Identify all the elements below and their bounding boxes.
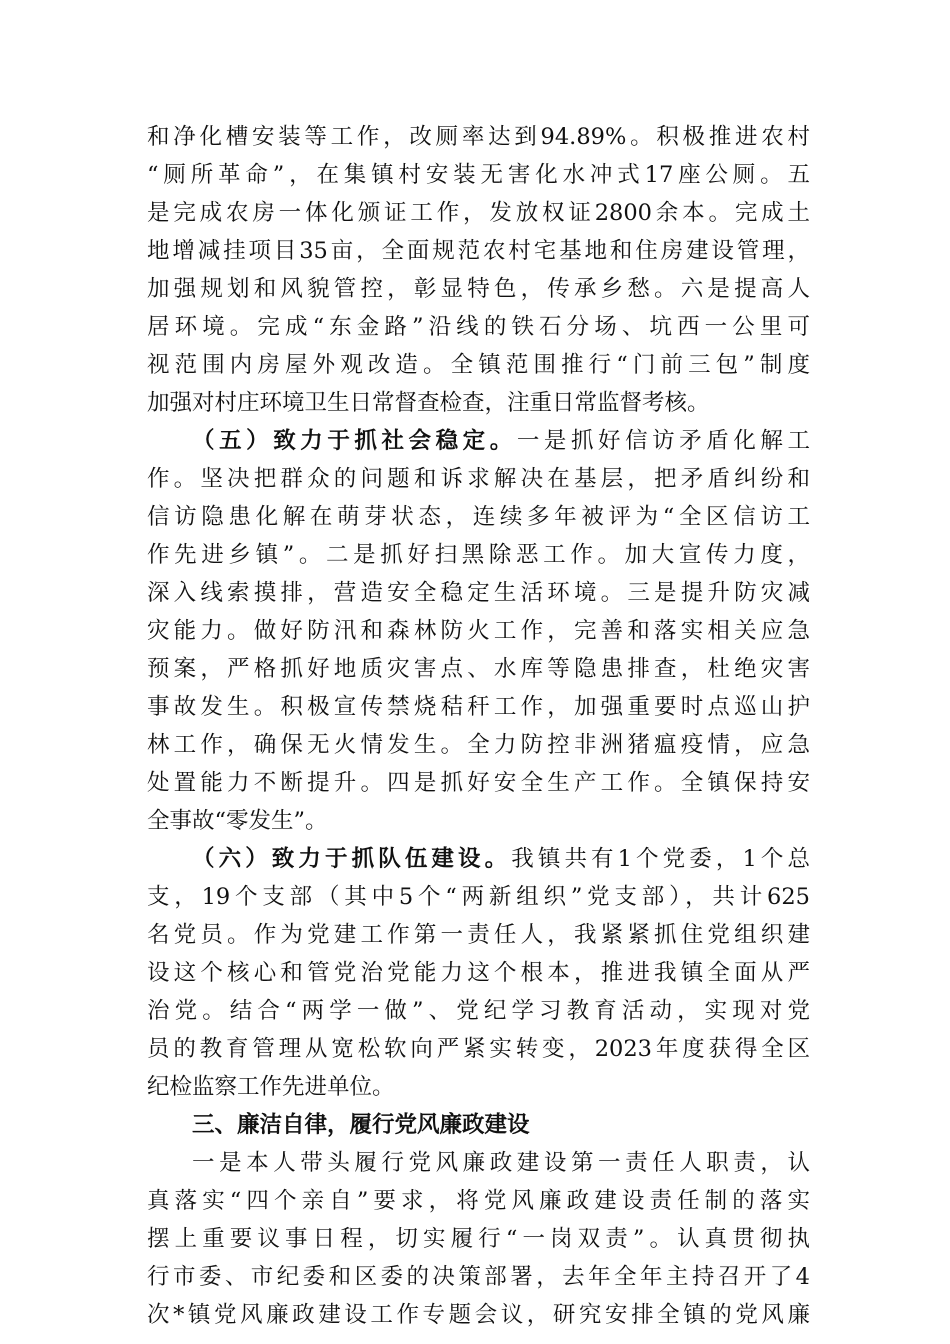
paragraph-line: “厕所革命”，在集镇村安装无害化水冲式17座公厕。五 xyxy=(147,162,810,188)
paragraph-line: 真落实“四个亲自”要求，将党风廉政建设责任制的落实 xyxy=(147,1188,810,1214)
paragraph-line: 支，19个支部（其中5个“两新组织”党支部），共计625 xyxy=(147,884,810,910)
paragraph-line: 设这个核心和管党治党能力这个根本，推进我镇全面从严 xyxy=(147,960,810,986)
paragraph-line: 预案，严格抓好地质灾害点、水库等隐患排查，杜绝灾害 xyxy=(147,656,810,682)
paragraph-line: 信访隐患化解在萌芽状态，连续多年被评为“全区信访工 xyxy=(147,504,810,530)
paragraph-line: 作。坚决把群众的问题和诉求解决在基层，把矛盾纠纷和 xyxy=(147,466,810,492)
paragraph-text: 一是抓好信访矛盾化解工 xyxy=(516,428,810,454)
paragraph-first-line: 一是本人带头履行党风廉政建设第一责任人职责，认 xyxy=(192,1150,810,1176)
paragraph-line: 纪检监察工作先进单位。 xyxy=(147,1074,395,1100)
paragraph-line: 处置能力不断提升。四是抓好安全生产工作。全镇保持安 xyxy=(147,770,810,796)
paragraph-line: 次*镇党风廉政建设工作专题会议，研究安排全镇的党风廉 xyxy=(147,1302,810,1328)
paragraph-line: 名党员。作为党建工作第一责任人，我紧紧抓住党组织建 xyxy=(147,922,810,948)
paragraph-text: 我镇共有1个党委，1个总 xyxy=(511,846,810,872)
paragraph-line: 林工作，确保无火情发生。全力防控非洲猪瘟疫情，应急 xyxy=(147,732,810,758)
paragraph-line: 加强规划和风貌管控，彰显特色，传承乡愁。六是提高人 xyxy=(147,276,810,302)
document-page xyxy=(147,118,810,1334)
subsection-heading: （六）致力于抓队伍建设。 xyxy=(192,846,512,872)
paragraph-line: 治党。结合“两学一做”、党纪学习教育活动，实现对党 xyxy=(147,998,810,1024)
paragraph-line: 行市委、市纪委和区委的决策部署，去年全年主持召开了4 xyxy=(147,1264,810,1290)
paragraph-line: 居环境。完成“东金路”沿线的铁石分场、坑西一公里可 xyxy=(147,314,810,340)
paragraph-line: 摆上重要议事日程，切实履行“一岗双责”。认真贯彻执 xyxy=(147,1226,810,1252)
paragraph-line: 和净化槽安装等工作，改厕率达到94.89%。积极推进农村 xyxy=(147,124,810,150)
paragraph-line: 加强对村庄环境卫生日常督查检查，注重日常监督考核。 xyxy=(147,390,710,416)
section-heading: 三、廉洁自律，履行党风廉政建设 xyxy=(192,1112,530,1138)
paragraph-line: 员的教育管理从宽松软向严紧实转变，2023年度获得全区 xyxy=(147,1036,810,1062)
paragraph-first-line xyxy=(147,422,810,460)
paragraph-line: 深入线索摸排，营造安全稳定生活环境。三是提升防灾减 xyxy=(147,580,810,606)
subsection-heading: （五）致力于抓社会稳定。 xyxy=(192,428,517,454)
paragraph-line: 作先进乡镇”。二是抓好扫黑除恶工作。加大宣传力度， xyxy=(147,542,810,568)
paragraph-line: 灾能力。做好防汛和森林防火工作，完善和落实相关应急 xyxy=(147,618,810,644)
paragraph-line: 地增减挂项目35亩，全面规范农村宅基地和住房建设管理， xyxy=(147,238,810,264)
paragraph-line: 事故发生。积极宣传禁烧秸秆工作，加强重要时点巡山护 xyxy=(147,694,810,720)
paragraph-line: 视范围内房屋外观改造。全镇范围推行“门前三包”制度 xyxy=(147,352,810,378)
paragraph-line: 全事故“零发生”。 xyxy=(147,808,328,834)
paragraph-line: 是完成农房一体化颁证工作，发放权证2800余本。完成土 xyxy=(147,200,810,226)
paragraph-first-line xyxy=(147,840,810,878)
